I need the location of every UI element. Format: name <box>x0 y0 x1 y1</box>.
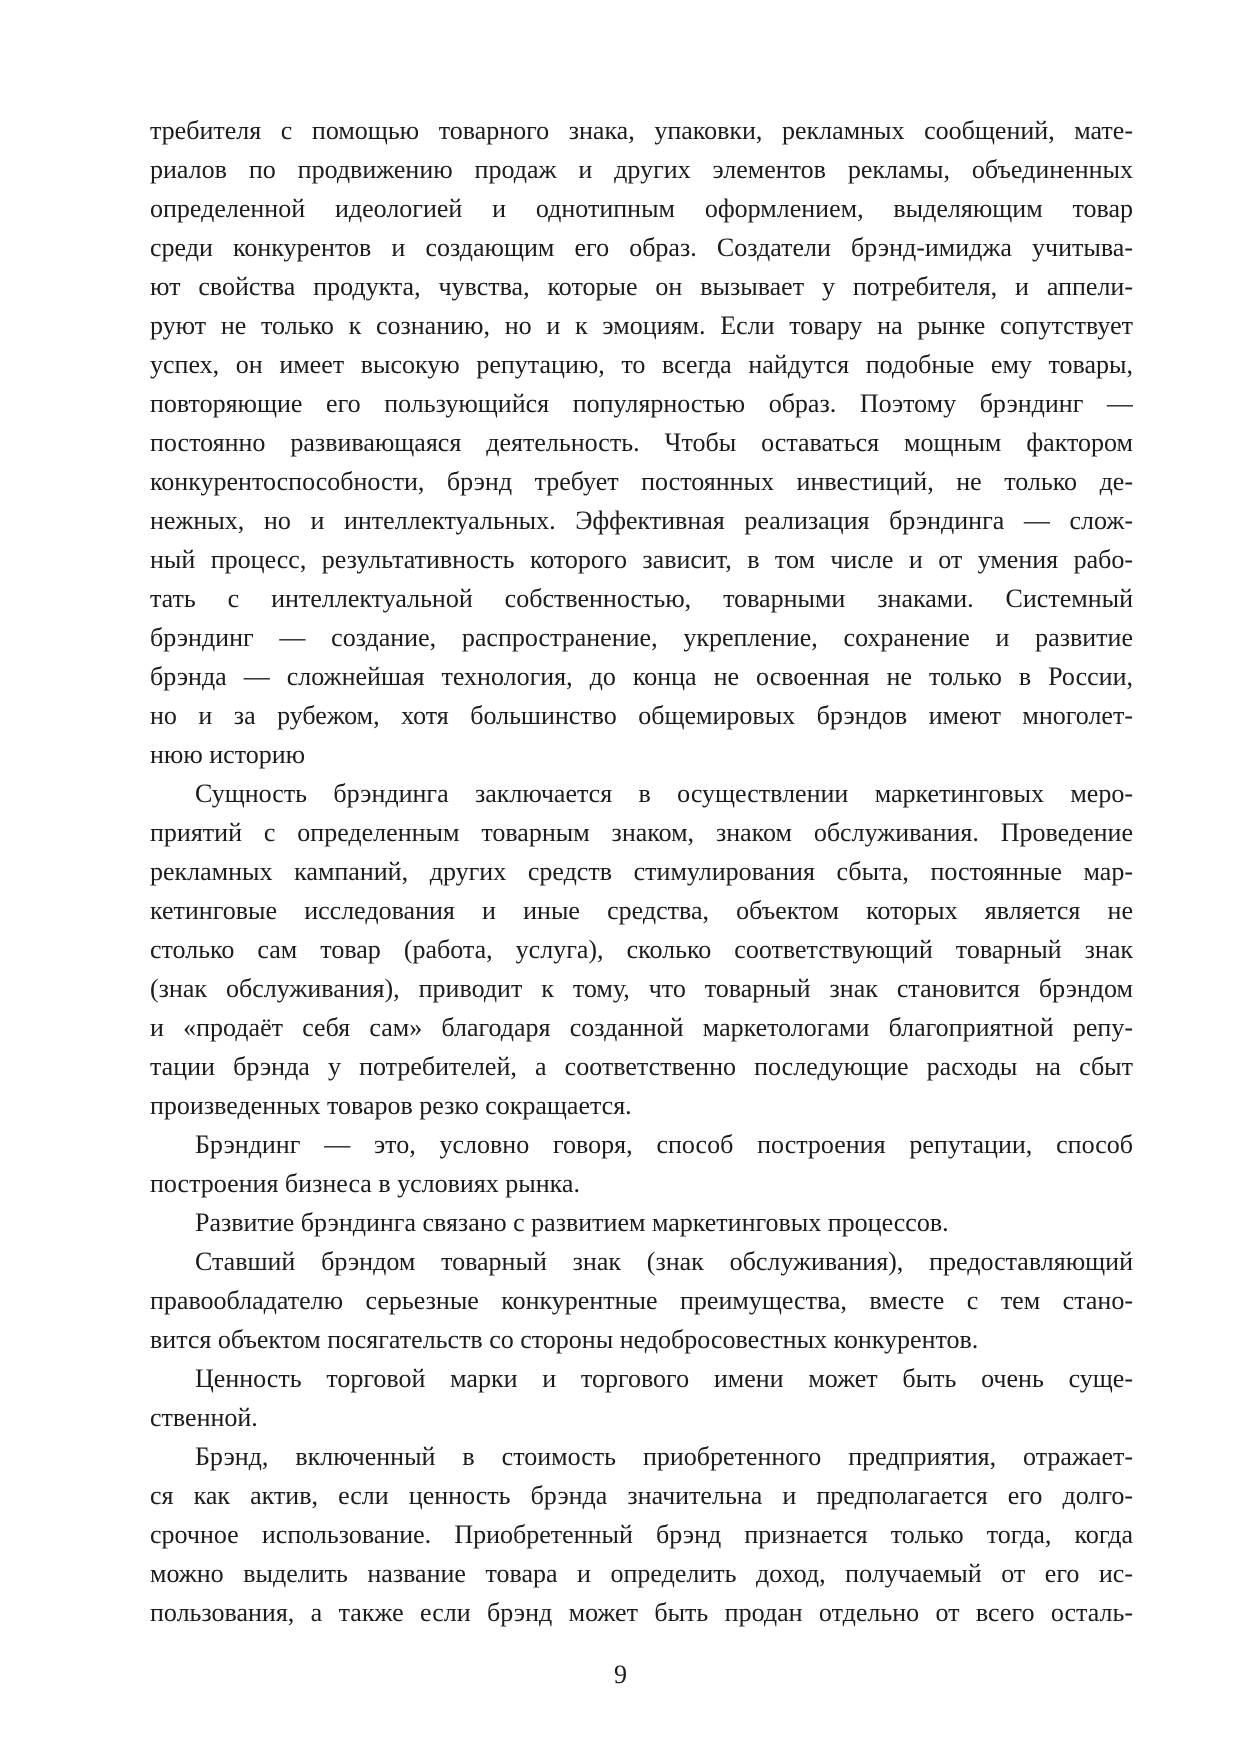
text-line: тать с интеллектуальной собственностью, товарными знаками. Системный <box>150 584 1133 613</box>
text-line: вится объектом посягательств со стороны недобросовестных конкурентов. <box>150 1325 979 1354</box>
text-line: ственной. <box>150 1403 258 1432</box>
text-line: Брэнд, включенный в стоимость приобретенного предприятия, отражает- <box>195 1442 1133 1471</box>
text-line: требителя с помощью товарного знака, упаковки, рекламных сообщений, мате- <box>150 116 1133 145</box>
text-line: и «продаёт себя сам» благодаря созданной маркетологами благоприятной репу- <box>150 1013 1133 1042</box>
text-line: приятий с определенным товарным знаком, знаком обслуживания. Проведение <box>150 818 1133 847</box>
text-line: риалов по продвижению продаж и других элементов рекламы, объединенных <box>150 155 1133 184</box>
text-line: можно выделить название товара и определить доход, получаемый от его ис- <box>150 1559 1133 1588</box>
text-line: произведенных товаров резко сокращается. <box>150 1091 632 1120</box>
text-line: Брэндинг — это, условно говоря, способ построения репутации, способ <box>195 1130 1133 1159</box>
text-line: столько сам товар (работа, услуга), сколько соответствующий товарный знак <box>150 935 1133 964</box>
paragraph <box>150 1359 1133 1437</box>
text-line: но и за рубежом, хотя большинство общемировых брэндов имеют многолет- <box>150 701 1133 730</box>
text-line: Развитие брэндинга связано с развитием маркетинговых процессов. <box>195 1208 949 1237</box>
text-line: ный процесс, результативность которого зависит, в том числе и от умения рабо- <box>150 545 1133 574</box>
text-line: определенной идеологией и однотипным оформлением, выделяющим товар <box>150 194 1133 223</box>
text-line: построения бизнеса в условиях рынка. <box>150 1169 580 1198</box>
text-line: пользования, а также если брэнд может быть продан отдельно от всего осталь- <box>150 1598 1133 1627</box>
text-line: брэндинг — создание, распространение, укрепление, сохранение и развитие <box>150 623 1133 652</box>
paragraph <box>150 774 1133 1125</box>
text-line: успех, он имеет высокую репутацию, то всегда найдутся подобные ему товары, <box>150 350 1133 379</box>
text-line: (знак обслуживания), приводит к тому, что товарный знак становится брэндом <box>150 974 1133 1003</box>
text-line: Ставший брэндом товарный знак (знак обслуживания), предоставляющий <box>195 1247 1133 1276</box>
paragraph <box>150 111 1133 774</box>
page-body <box>150 111 1133 1632</box>
text-line: постоянно развивающаяся деятельность. Чтобы оставаться мощным фактором <box>150 428 1133 457</box>
paragraph <box>150 1437 1133 1632</box>
text-line: срочное использование. Приобретенный брэнд признается только тогда, когда <box>150 1520 1133 1549</box>
paragraph <box>150 1125 1133 1203</box>
text-line: тации брэнда у потребителей, а соответственно последующие расходы на сбыт <box>150 1052 1133 1081</box>
text-line: кетинговые исследования и иные средства, объектом которых является не <box>150 896 1133 925</box>
text-line: ся как актив, если ценность брэнда значительна и предполагается его долго- <box>150 1481 1133 1510</box>
text-line: нюю историю <box>150 740 306 769</box>
text-line: Ценность торговой марки и торгового имени может быть очень суще- <box>195 1364 1133 1393</box>
text-line: нежных, но и интеллектуальных. Эффективная реализация брэндинга — слож- <box>150 506 1133 535</box>
text-line: ют свойства продукта, чувства, которые он вызывает у потребителя, и аппели- <box>150 272 1133 301</box>
text-line: повторяющие его пользующийся популярностью образ. Поэтому брэндинг — <box>150 389 1133 418</box>
paragraph <box>150 1242 1133 1359</box>
text-line: рекламных кампаний, других средств стимулирования сбыта, постоянные мар- <box>150 857 1133 886</box>
page-number: 9 <box>614 1660 627 1689</box>
text-line: правообладателю серьезные конкурентные преимущества, вместе с тем стано- <box>150 1286 1133 1315</box>
text-line: руют не только к сознанию, но и к эмоциям. Если товару на рынке сопутствует <box>150 311 1133 340</box>
paragraph <box>150 1203 1133 1242</box>
text-line: Сущность брэндинга заключается в осуществлении маркетинговых меро- <box>195 779 1133 808</box>
text-line: среди конкурентов и создающим его образ. Создатели брэнд-имиджа учитыва- <box>150 233 1133 262</box>
text-line: конкурентоспособности, брэнд требует постоянных инвестиций, не только де- <box>150 467 1133 496</box>
text-line: брэнда — сложнейшая технология, до конца не освоенная не только в России, <box>150 662 1133 691</box>
